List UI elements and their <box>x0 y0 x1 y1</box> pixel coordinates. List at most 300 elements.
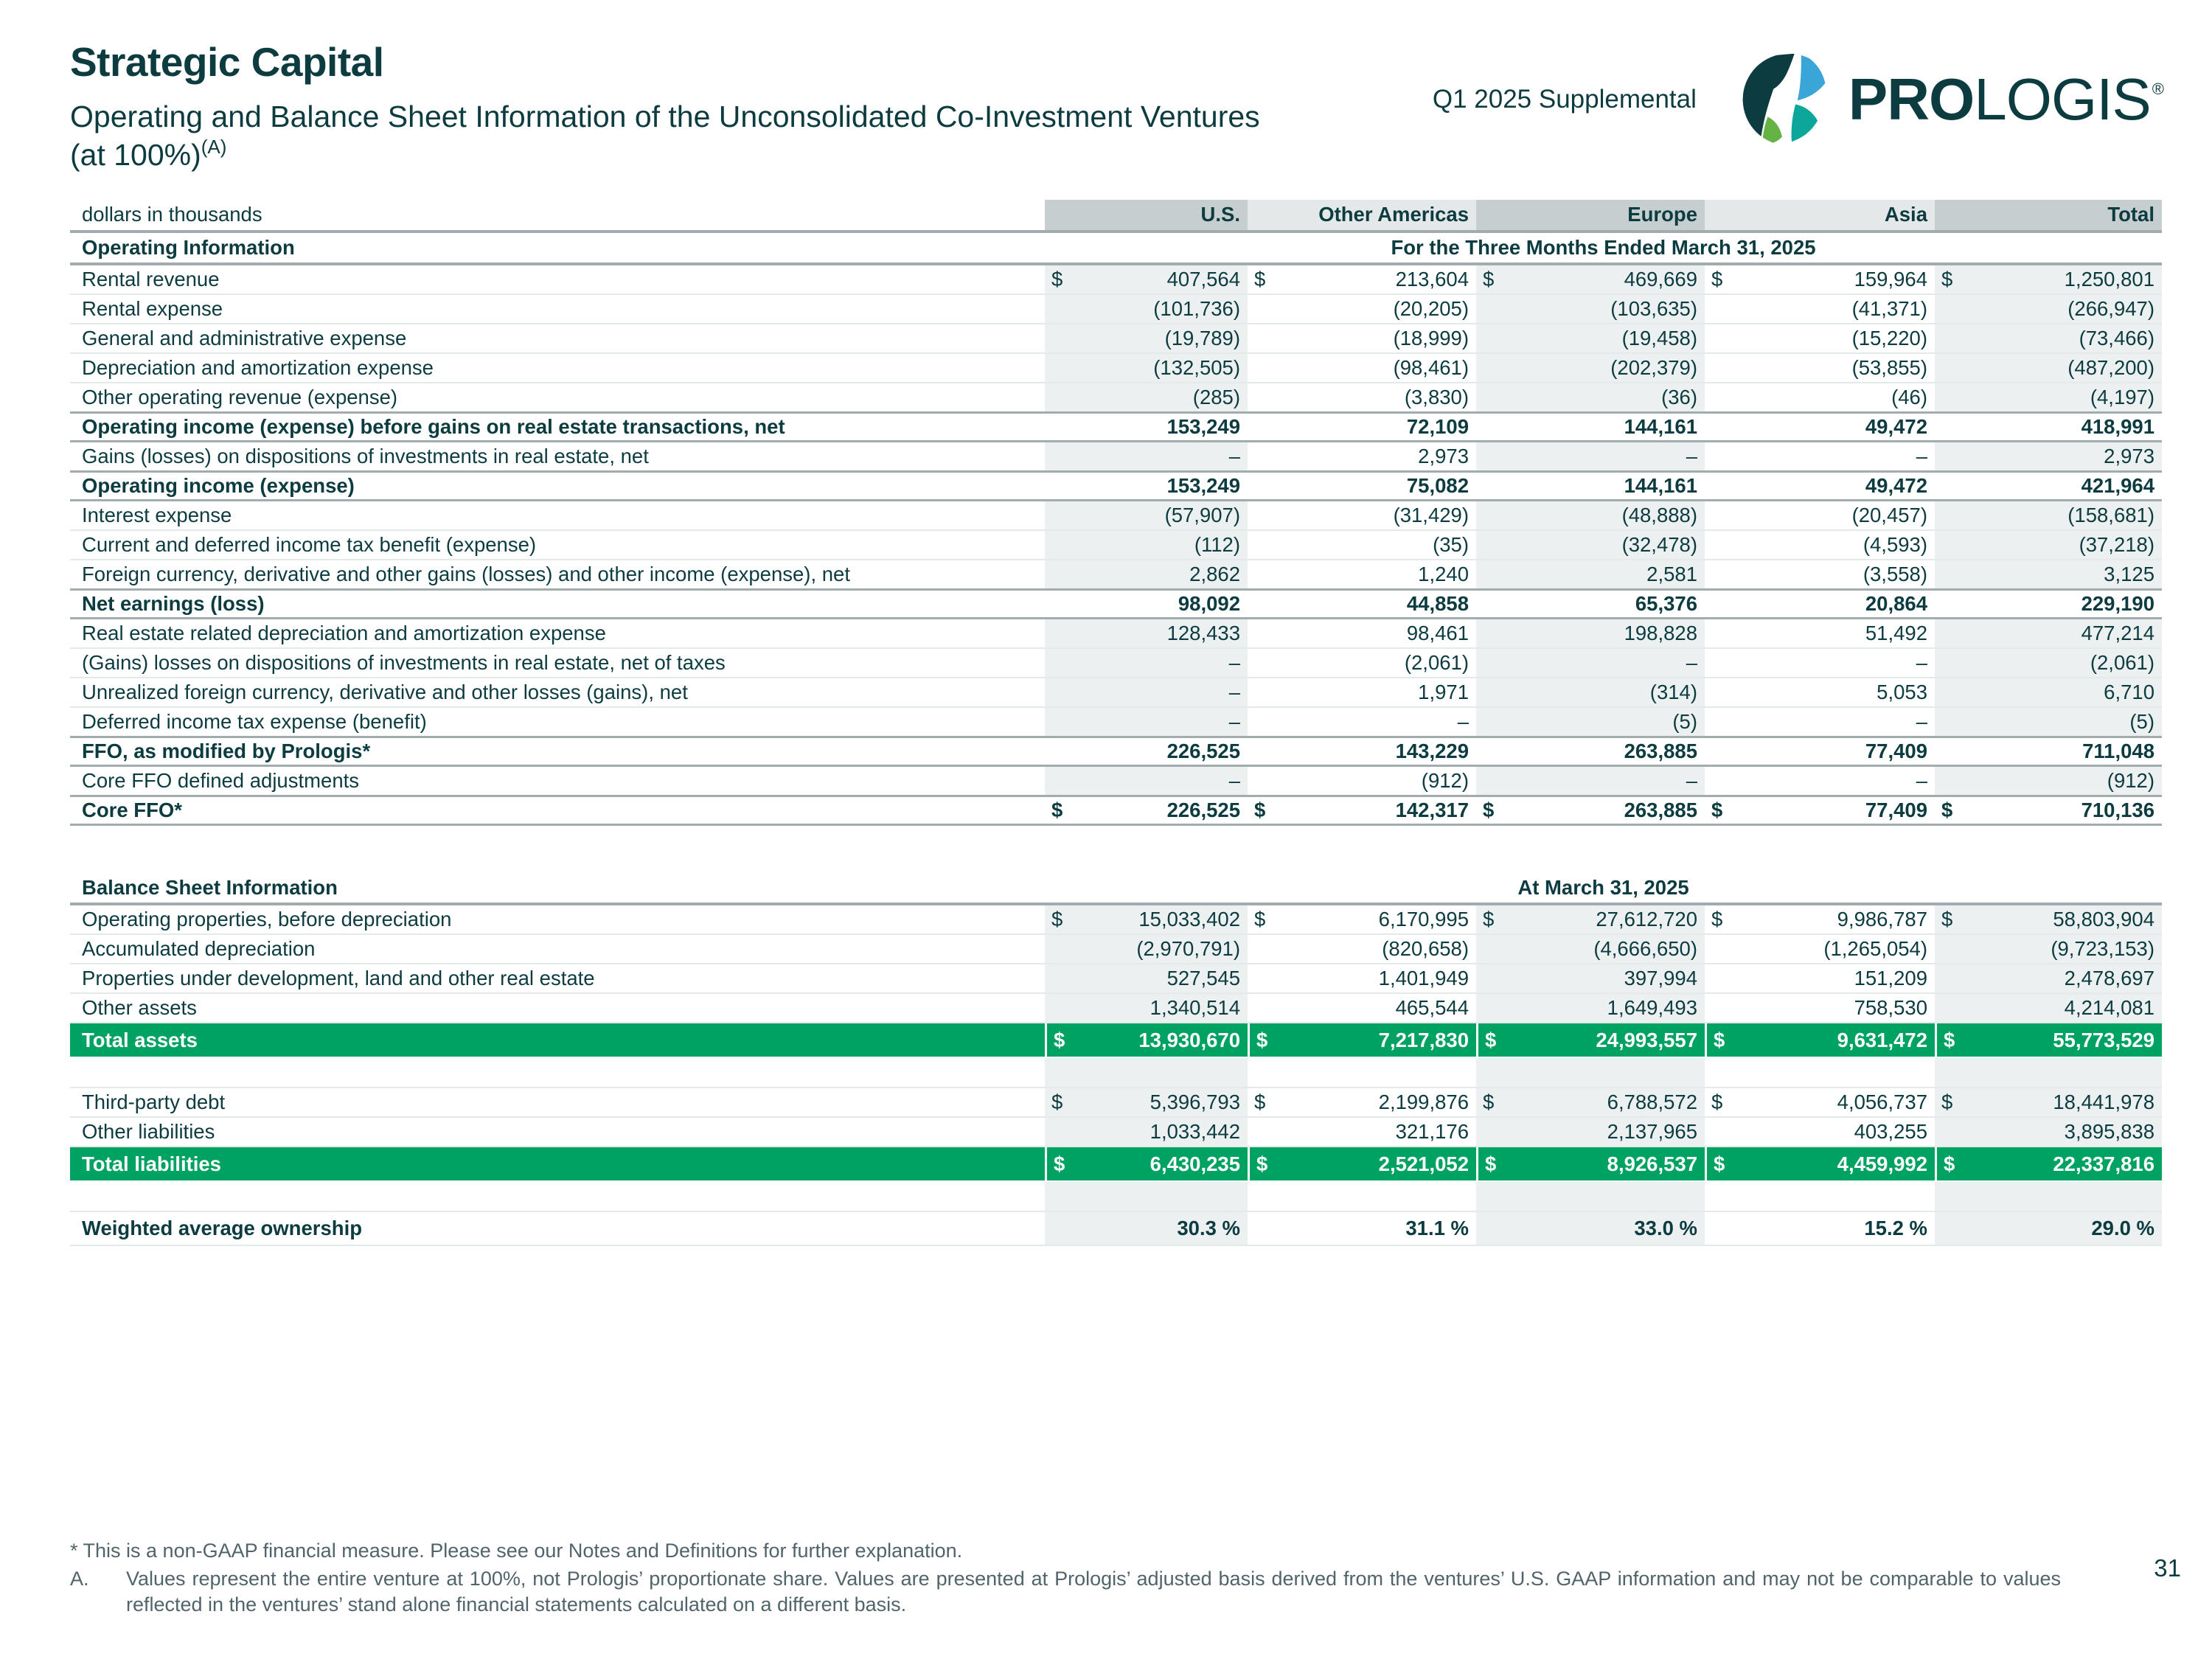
row-label: Gains (losses) on dispositions of investments in real estate, net <box>82 445 649 467</box>
row-value-cell <box>1045 708 1248 736</box>
table-row <box>70 1058 2162 1088</box>
row-value-cell <box>1476 964 1705 992</box>
cell-value: 143,229 <box>1395 740 1469 762</box>
table-row <box>70 588 2162 619</box>
row-value-cell <box>1248 591 1476 617</box>
table-row <box>70 1118 2162 1147</box>
cell-value: 469,669 <box>1624 268 1697 291</box>
table-row <box>70 354 2162 383</box>
cell-value: 4,214,081 <box>2064 996 2154 1019</box>
row-value-cell <box>1476 1058 1705 1087</box>
cell-value: 3,895,838 <box>2064 1120 2154 1143</box>
row-value-cell <box>1476 1182 1705 1211</box>
cell-value: (4,666,650) <box>1593 937 1697 960</box>
cell-value: 4,056,737 <box>1837 1091 1927 1113</box>
row-value-cell <box>1935 442 2162 470</box>
table-row <box>70 795 2162 826</box>
row-value-cell <box>1476 905 1705 933</box>
row-value-cell <box>1248 414 1476 440</box>
currency-symbol: $ <box>1051 799 1063 821</box>
registered-trademark-icon: ® <box>2152 80 2163 98</box>
operating-section-header <box>70 233 2162 265</box>
footnote-star: * This is a non-GAAP financial measure. Please see our Notes and Definitions for further explanation. <box>70 1540 963 1562</box>
cell-value: 2,478,697 <box>2064 967 2154 990</box>
cell-value: 27,612,720 <box>1596 908 1697 931</box>
cell-value: 49,472 <box>1865 415 1927 438</box>
table-row <box>70 649 2162 678</box>
row-value-cell <box>1705 619 1935 647</box>
currency-symbol: $ <box>1483 908 1495 931</box>
row-value-cell <box>1248 1088 1476 1116</box>
row-value-cell <box>1045 501 1248 529</box>
row-value-cell <box>1045 935 1248 963</box>
row-value-cell <box>1045 1147 1248 1180</box>
row-value-cell <box>1045 1118 1248 1146</box>
row-label: Net earnings (loss) <box>82 592 265 615</box>
row-value-cell <box>1705 354 1935 382</box>
row-value-cell <box>1935 994 2162 1022</box>
row-value-cell <box>1476 265 1705 293</box>
cell-value: – <box>1686 445 1697 467</box>
row-value-cell <box>1705 442 1935 470</box>
table-row <box>70 411 2162 442</box>
column-header-asia: Asia <box>1705 200 1935 230</box>
cell-value: (5) <box>2129 710 2154 733</box>
cell-value: 24,993,557 <box>1596 1028 1697 1051</box>
row-value-cell <box>1248 442 1476 470</box>
table-row <box>70 767 2162 796</box>
row-value-cell <box>1705 501 1935 529</box>
row-value-cell <box>1248 708 1476 736</box>
column-header-other-americas: Other Americas <box>1248 200 1476 230</box>
cell-value: 5,053 <box>1877 681 1927 703</box>
table-row <box>70 1088 2162 1118</box>
currency-symbol: $ <box>1485 1152 1497 1175</box>
row-value-cell <box>1476 324 1705 352</box>
currency-symbol: $ <box>1941 799 1953 821</box>
row-label <box>70 1058 1045 1087</box>
row-value-cell <box>1248 964 1476 992</box>
row-value-cell <box>1705 1023 1935 1057</box>
cell-value: (37,218) <box>2079 533 2154 556</box>
row-value-cell <box>1476 1212 1705 1245</box>
row-value-cell <box>1935 1212 2162 1245</box>
row-value-cell <box>1045 473 1248 499</box>
cell-value: – <box>1916 710 1927 733</box>
table-row <box>70 994 2162 1023</box>
currency-symbol: $ <box>1054 1152 1065 1175</box>
cell-value: 465,544 <box>1395 996 1469 1019</box>
cell-value: 263,885 <box>1624 740 1697 762</box>
cell-value: (4,593) <box>1863 533 1927 556</box>
row-label: Third-party debt <box>82 1091 226 1113</box>
table-row <box>70 265 2162 295</box>
row-value-cell <box>1476 442 1705 470</box>
row-value-cell <box>1248 560 1476 588</box>
row-label: Other assets <box>82 996 197 1019</box>
row-value-cell <box>1705 531 1935 559</box>
cell-value: 153,249 <box>1166 474 1240 497</box>
cell-value: (53,855) <box>1851 356 1927 379</box>
cell-value: 18,441,978 <box>2053 1091 2154 1113</box>
cell-value: (4,197) <box>2090 386 2154 408</box>
cell-value: (112) <box>1194 533 1240 556</box>
table-row <box>70 619 2162 649</box>
table-column-header-row <box>70 200 2162 233</box>
row-value-cell <box>1705 738 1935 765</box>
cell-value: – <box>1916 769 1927 792</box>
cell-value: (912) <box>1421 769 1469 792</box>
cell-value: 226,525 <box>1166 740 1240 762</box>
cell-value: (2,061) <box>1404 651 1469 674</box>
row-value-cell <box>1045 1212 1248 1245</box>
row-value-cell <box>1476 383 1705 411</box>
cell-value: (132,505) <box>1153 356 1240 379</box>
row-value-cell <box>1248 1023 1476 1057</box>
cell-value: (266,947) <box>2067 297 2154 320</box>
page-title: Strategic Capital <box>70 39 384 85</box>
cell-value: – <box>1916 445 1927 467</box>
row-value-cell <box>1935 1182 2162 1211</box>
cell-value: 30.3 % <box>1177 1217 1240 1239</box>
row-label: Core FFO* <box>82 799 182 821</box>
row-value-cell <box>1935 324 2162 352</box>
cell-value: (32,478) <box>1621 533 1697 556</box>
cell-value: 2,581 <box>1646 563 1697 585</box>
currency-symbol: $ <box>1944 1152 1955 1175</box>
row-value-cell <box>1248 501 1476 529</box>
row-value-cell <box>1045 265 1248 293</box>
row-value-cell <box>1476 501 1705 529</box>
cell-value: (20,205) <box>1393 297 1469 320</box>
row-label: Operating properties, before depreciation <box>82 908 452 931</box>
row-label: Rental expense <box>82 297 223 320</box>
row-value-cell <box>1935 1023 2162 1057</box>
row-value-cell <box>1045 354 1248 382</box>
cell-value: 7,217,830 <box>1378 1028 1469 1051</box>
row-value-cell <box>1248 473 1476 499</box>
row-value-cell <box>1248 797 1476 824</box>
table-row <box>70 1023 2162 1058</box>
cell-value: 72,109 <box>1406 415 1469 438</box>
row-label: General and administrative expense <box>82 327 407 349</box>
row-value-cell <box>1705 994 1935 1022</box>
row-value-cell <box>1248 1118 1476 1146</box>
subtitle-line2: (at 100%) <box>70 138 201 172</box>
row-value-cell <box>1248 1212 1476 1245</box>
cell-value: 198,828 <box>1624 622 1697 644</box>
column-header-total: Total <box>1935 200 2162 230</box>
cell-value: 142,317 <box>1395 799 1469 821</box>
row-value-cell <box>1935 964 2162 992</box>
row-value-cell <box>1045 1023 1248 1057</box>
column-header-europe: Europe <box>1476 200 1705 230</box>
cell-value: 6,430,235 <box>1150 1152 1240 1175</box>
table-row <box>70 501 2162 531</box>
row-value-cell <box>1248 1182 1476 1211</box>
currency-symbol: $ <box>1711 799 1723 821</box>
table-row <box>70 531 2162 560</box>
row-value-cell <box>1248 354 1476 382</box>
row-value-cell <box>1045 442 1248 470</box>
cell-value: – <box>1228 651 1240 674</box>
row-value-cell <box>1705 1118 1935 1146</box>
cell-value: 403,255 <box>1854 1120 1927 1143</box>
row-value-cell <box>1045 531 1248 559</box>
row-value-cell <box>1476 531 1705 559</box>
cell-value: (98,461) <box>1393 356 1469 379</box>
row-value-cell <box>1476 591 1705 617</box>
cell-value: (15,220) <box>1851 327 1927 349</box>
row-value-cell <box>1248 649 1476 677</box>
row-value-cell <box>1705 265 1935 293</box>
row-value-cell <box>1935 265 2162 293</box>
table-row <box>70 1182 2162 1212</box>
currency-symbol: $ <box>1941 1091 1953 1113</box>
cell-value: – <box>1228 769 1240 792</box>
cell-value: 159,964 <box>1854 268 1927 291</box>
row-label: Unrealized foreign currency, derivative and other losses (gains), net <box>82 681 688 703</box>
row-value-cell <box>1935 738 2162 765</box>
row-label: Rental revenue <box>82 268 220 291</box>
cell-value: (103,635) <box>1610 297 1697 320</box>
cell-value: 477,214 <box>2081 622 2154 644</box>
row-value-cell <box>1476 935 1705 963</box>
row-value-cell <box>1045 383 1248 411</box>
cell-value: 2,137,965 <box>1607 1120 1697 1143</box>
row-value-cell <box>1476 767 1705 795</box>
row-value-cell <box>1045 767 1248 795</box>
row-value-cell <box>1045 649 1248 677</box>
row-value-cell <box>1935 797 2162 824</box>
cell-value: (285) <box>1192 386 1240 408</box>
row-value-cell <box>1045 994 1248 1022</box>
footnote-a <box>70 1566 2061 1618</box>
cell-value: – <box>1686 769 1697 792</box>
cell-value: 226,525 <box>1166 799 1240 821</box>
cell-value: (19,789) <box>1164 327 1240 349</box>
row-value-cell <box>1935 531 2162 559</box>
row-value-cell <box>1705 591 1935 617</box>
row-value-cell <box>1705 295 1935 323</box>
cell-value: 77,409 <box>1865 799 1927 821</box>
row-label: (Gains) losses on dispositions of investments in real estate, net of taxes <box>82 651 726 674</box>
row-value-cell <box>1248 324 1476 352</box>
prologis-logo <box>1741 52 2162 147</box>
header-right <box>1433 52 2162 147</box>
currency-symbol: $ <box>1941 908 1953 931</box>
operating-section-title: Operating Information <box>82 236 295 259</box>
cell-value: 527,545 <box>1166 967 1240 990</box>
row-value-cell <box>1248 383 1476 411</box>
row-value-cell <box>1935 649 2162 677</box>
balance-rows <box>70 905 2162 1246</box>
row-value-cell <box>1476 1023 1705 1057</box>
cell-value: – <box>1686 651 1697 674</box>
cell-value: 51,492 <box>1865 622 1927 644</box>
currency-symbol: $ <box>1051 1091 1063 1113</box>
row-value-cell <box>1705 414 1935 440</box>
row-value-cell <box>1705 1147 1935 1180</box>
cell-value: 407,564 <box>1166 268 1240 291</box>
balance-section-title: Balance Sheet Information <box>82 876 338 899</box>
table-row <box>70 708 2162 737</box>
row-value-cell <box>1248 738 1476 765</box>
row-value-cell <box>1045 1058 1248 1087</box>
cell-value: 263,885 <box>1624 799 1697 821</box>
page-subtitle <box>70 97 1260 178</box>
row-value-cell <box>1705 708 1935 736</box>
cell-value: 5,396,793 <box>1150 1091 1240 1113</box>
cell-value: 758,530 <box>1854 996 1927 1019</box>
cell-value: 2,973 <box>1418 445 1469 467</box>
row-value-cell <box>1476 649 1705 677</box>
cell-value: 98,092 <box>1178 592 1240 615</box>
row-value-cell <box>1935 560 2162 588</box>
currency-symbol: $ <box>1254 268 1266 291</box>
cell-value: 15,033,402 <box>1138 908 1240 931</box>
currency-symbol: $ <box>1944 1028 1955 1051</box>
row-value-cell <box>1705 649 1935 677</box>
cell-value: (18,999) <box>1393 327 1469 349</box>
currency-symbol: $ <box>1941 268 1953 291</box>
cell-value: (820,658) <box>1382 937 1469 960</box>
row-label: Foreign currency, derivative and other gains (losses) and other income (expense), net <box>82 563 850 585</box>
row-value-cell <box>1476 560 1705 588</box>
cell-value: 44,858 <box>1406 592 1469 615</box>
currency-symbol: $ <box>1254 799 1266 821</box>
cell-value: 2,973 <box>2104 445 2154 467</box>
row-value-cell <box>1476 708 1705 736</box>
cell-value: 1,340,514 <box>1150 996 1240 1019</box>
cell-value: 9,631,472 <box>1837 1028 1927 1051</box>
supplemental-label: Q1 2025 Supplemental <box>1432 85 1697 114</box>
row-label: Properties under development, land and other real estate <box>82 967 595 990</box>
row-value-cell <box>1935 414 2162 440</box>
cell-value: 2,199,876 <box>1378 1091 1469 1113</box>
row-value-cell <box>1248 531 1476 559</box>
cell-value: 58,803,904 <box>2053 908 2154 931</box>
row-value-cell <box>1045 619 1248 647</box>
row-value-cell <box>1935 1058 2162 1087</box>
row-value-cell <box>1705 797 1935 824</box>
cell-value: 1,250,801 <box>2064 268 2154 291</box>
row-label: Accumulated depreciation <box>82 937 316 960</box>
cell-value: 421,964 <box>2081 474 2154 497</box>
row-value-cell <box>1248 265 1476 293</box>
row-label: Total assets <box>82 1028 198 1051</box>
cell-value: – <box>1228 710 1240 733</box>
row-value-cell <box>1248 905 1476 933</box>
currency-symbol: $ <box>1051 268 1063 291</box>
table-row <box>70 324 2162 354</box>
table-row <box>70 470 2162 501</box>
table-row <box>70 964 2162 994</box>
cell-value: 213,604 <box>1395 268 1469 291</box>
cell-value: 710,136 <box>2081 799 2154 821</box>
table-row <box>70 442 2162 472</box>
currency-symbol: $ <box>1256 1152 1268 1175</box>
subtitle-line1: Operating and Balance Sheet Information of the Unconsolidated Co-Investment Ventures <box>70 100 1260 133</box>
prologis-globe-icon <box>1741 52 1837 147</box>
row-value-cell <box>1935 295 2162 323</box>
cell-value: 33.0 % <box>1634 1217 1697 1239</box>
cell-value: 2,521,052 <box>1378 1152 1469 1175</box>
cell-value: (2,061) <box>2090 651 2154 674</box>
cell-value: – <box>1916 651 1927 674</box>
cell-value: 1,401,949 <box>1378 967 1469 990</box>
table-row <box>70 383 2162 413</box>
cell-value: (101,736) <box>1153 297 1240 320</box>
prologis-wordmark: PROLOGIS® <box>1848 66 2163 132</box>
row-value-cell <box>1935 1147 2162 1180</box>
currency-symbol: $ <box>1714 1152 1725 1175</box>
cell-value: 128,433 <box>1166 622 1240 644</box>
row-value-cell <box>1935 473 2162 499</box>
cell-value: (314) <box>1649 681 1697 703</box>
cell-value: 13,930,670 <box>1138 1028 1240 1051</box>
row-label: Weighted average ownership <box>82 1217 363 1239</box>
currency-symbol: $ <box>1483 1091 1495 1113</box>
row-label: FFO, as modified by Prologis* <box>82 740 371 762</box>
cell-value: 15.2 % <box>1864 1217 1927 1239</box>
unit-label: dollars in thousands <box>82 203 262 226</box>
row-value-cell <box>1935 354 2162 382</box>
cell-value: 151,209 <box>1854 967 1927 990</box>
cell-value: 98,461 <box>1406 622 1469 644</box>
cell-value: (5) <box>1672 710 1697 733</box>
row-value-cell <box>1935 591 2162 617</box>
row-value-cell <box>1045 560 1248 588</box>
cell-value: – <box>1457 710 1469 733</box>
footnote-a-marker: A. <box>70 1568 89 1590</box>
row-value-cell <box>1248 1058 1476 1087</box>
cell-value: 418,991 <box>2081 415 2154 438</box>
table-row <box>70 905 2162 935</box>
cell-value: 4,459,992 <box>1837 1152 1927 1175</box>
row-value-cell <box>1045 964 1248 992</box>
cell-value: 6,788,572 <box>1607 1091 1697 1113</box>
cell-value: (202,379) <box>1610 356 1697 379</box>
row-value-cell <box>1935 708 2162 736</box>
currency-symbol: $ <box>1711 908 1723 931</box>
row-label: Other liabilities <box>82 1120 215 1143</box>
row-label <box>70 1182 1045 1211</box>
balance-period-label: At March 31, 2025 <box>1517 876 1689 899</box>
row-value-cell <box>1045 324 1248 352</box>
row-value-cell <box>1705 964 1935 992</box>
cell-value: 65,376 <box>1635 592 1697 615</box>
cell-value: 144,161 <box>1624 474 1697 497</box>
cell-value: 75,082 <box>1406 474 1469 497</box>
page-number: 31 <box>2154 1554 2181 1582</box>
row-value-cell <box>1935 767 2162 795</box>
currency-symbol: $ <box>1054 1028 1065 1051</box>
row-value-cell <box>1705 1212 1935 1245</box>
row-value-cell <box>1248 1147 1476 1180</box>
row-label: Deferred income tax expense (benefit) <box>82 710 427 733</box>
cell-value: (35) <box>1433 533 1469 556</box>
row-value-cell <box>1476 1147 1705 1180</box>
row-value-cell <box>1248 935 1476 963</box>
row-value-cell <box>1045 738 1248 765</box>
balance-section-header <box>70 873 2162 905</box>
cell-value: 711,048 <box>2082 740 2154 762</box>
page-header <box>70 38 2162 178</box>
currency-symbol: $ <box>1254 908 1266 931</box>
row-value-cell <box>1476 354 1705 382</box>
cell-value: (3,558) <box>1863 563 1927 585</box>
